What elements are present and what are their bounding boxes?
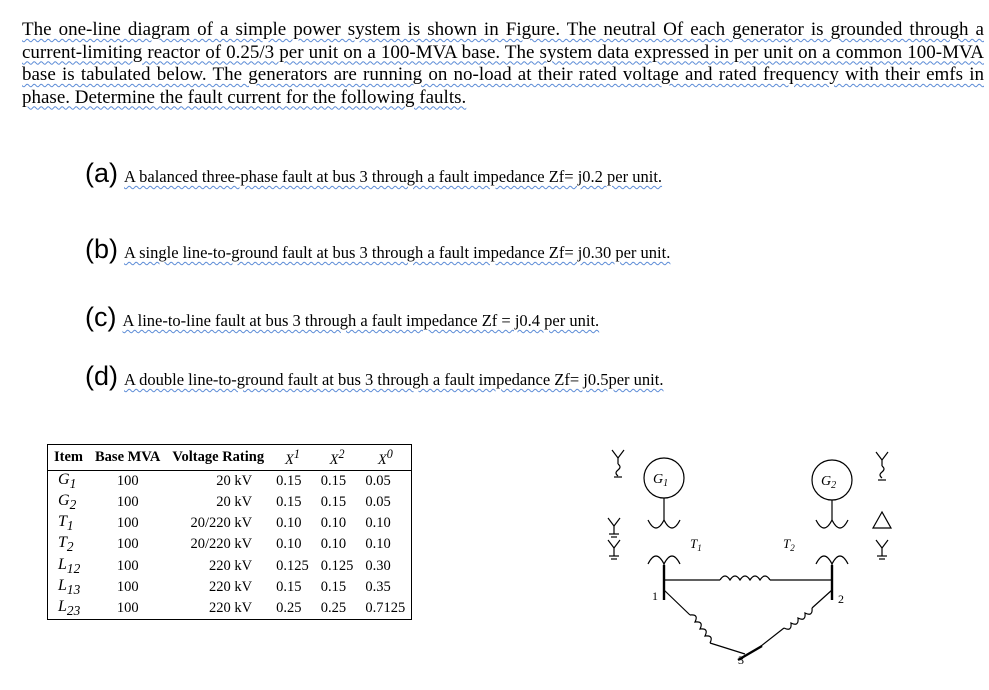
g2-wye-grounding-icon — [876, 452, 888, 480]
table-row — [48, 556, 412, 577]
header-voltage-rating: Voltage Rating — [166, 445, 270, 471]
fault-label: (b) — [85, 234, 118, 264]
cell-x0: 0.7125 — [365, 600, 406, 617]
line-l12 — [664, 576, 832, 580]
t2-delta-icon — [873, 512, 891, 528]
cell-item: $T_1$ — [58, 513, 74, 534]
header-x0: $X^0$ — [359, 445, 411, 471]
svg-text:T1: $T_1$ — [690, 536, 702, 553]
line-l13 — [664, 590, 745, 654]
generator-g1 — [644, 458, 684, 510]
t1-wye-grounded-icon-secondary — [608, 540, 620, 559]
cell-x2: 0.15 — [320, 494, 347, 511]
svg-text:1: 1 — [652, 589, 658, 603]
fault-text: A single line-to-ground fault at bus 3 through a fault impedance Zf= j0.30 per unit. — [124, 243, 671, 262]
problem-intro-text: The one-line diagram of a simple power system is shown in Figure. The neutral Of each generator is grounded through a current-limiting reactor of 0.25/3 per unit on a 100-MVA base. The system data expressed in per unit on a common 100-MVA base is tabulated below. The generators are running on no-load at their rated voltage and rated frequency with their emfs in phase. Determine the fault current for the following faults. — [22, 19, 984, 108]
table-row — [48, 470, 412, 492]
cell-mva: 100 — [116, 578, 139, 595]
fault-label: (c) — [85, 302, 117, 332]
problem-statement — [22, 19, 984, 109]
cell-item: $G_1$ — [58, 470, 77, 492]
table-row — [48, 492, 412, 513]
cell-x2: 0.15 — [320, 578, 347, 595]
fault-label: (d) — [85, 361, 118, 391]
cell-mva: 100 — [116, 494, 139, 511]
header-base-mva: Base MVA — [89, 445, 166, 471]
transformer-t1 — [648, 510, 702, 580]
cell-x0: 0.10 — [365, 536, 391, 553]
transformer-t2 — [783, 510, 848, 580]
t1-wye-grounded-icon-primary — [608, 518, 620, 537]
bus-3 — [738, 646, 762, 667]
cell-x0: 0.35 — [365, 578, 391, 595]
svg-text:G2: $G_2$ — [821, 474, 837, 491]
cell-x0: 0.30 — [365, 557, 391, 574]
cell-mva: 100 — [116, 557, 139, 574]
svg-text:2: 2 — [838, 592, 844, 606]
svg-text:3: 3 — [738, 653, 744, 667]
cell-item: $L_{13}$ — [58, 576, 81, 597]
fault-text: A balanced three-phase fault at bus 3 through a fault impedance Zf= j0.2 per unit. — [124, 167, 663, 186]
header-x2: $X^2$ — [315, 445, 360, 471]
cell-mva: 100 — [116, 600, 139, 617]
cell-x0: 0.10 — [365, 515, 391, 532]
cell-voltage: 20/220 kV — [190, 515, 253, 532]
table-row — [48, 577, 412, 598]
t2-wye-grounded-icon — [876, 540, 888, 559]
bus-2 — [832, 565, 844, 606]
cell-x2: 0.10 — [320, 536, 347, 553]
fault-text: A double line-to-ground fault at bus 3 through a fault impedance Zf= j0.5per unit. — [124, 370, 664, 389]
bus-1 — [652, 565, 664, 603]
cell-voltage: 220 kV — [208, 557, 253, 574]
cell-x1: 0.15 — [276, 472, 302, 489]
cell-item: $L_{23}$ — [58, 597, 81, 619]
cell-voltage: 220 kV — [208, 600, 253, 617]
fault-text: A line-to-line fault at bus 3 through a fault impedance Zf = j0.4 per unit. — [122, 311, 600, 330]
fault-item-c — [85, 302, 599, 333]
cell-voltage: 20 kV — [216, 494, 253, 511]
cell-voltage: 20 kV — [216, 472, 253, 489]
cell-x1: 0.15 — [276, 578, 302, 595]
one-line-diagram — [590, 440, 985, 685]
cell-x2: 0.25 — [320, 600, 347, 617]
header-item: Item — [48, 445, 90, 471]
cell-mva: 100 — [116, 515, 139, 532]
cell-x0: 0.05 — [365, 494, 391, 511]
line-l23 — [756, 590, 832, 650]
cell-item: $L_{12}$ — [58, 555, 81, 576]
fault-item-d — [85, 361, 663, 392]
cell-x0: 0.05 — [365, 472, 391, 489]
cell-mva: 100 — [116, 472, 139, 489]
cell-voltage: 220 kV — [208, 578, 253, 595]
fault-item-a — [85, 158, 662, 189]
table-row — [48, 598, 412, 620]
svg-text:G1: $G_1$ — [653, 472, 669, 489]
cell-x1: 0.15 — [276, 494, 302, 511]
cell-x1: 0.125 — [276, 557, 309, 574]
cell-x1: 0.10 — [276, 515, 302, 532]
fault-item-b — [85, 234, 670, 265]
header-x1: $X^1$ — [270, 445, 315, 471]
cell-x1: 0.25 — [276, 600, 302, 617]
cell-mva: 100 — [116, 536, 139, 553]
table-row — [48, 513, 412, 534]
fault-label: (a) — [85, 158, 118, 188]
cell-item: $T_2$ — [58, 534, 74, 555]
cell-x2: 0.125 — [320, 557, 354, 574]
g1-wye-grounding-icon — [612, 450, 624, 477]
generator-g2 — [812, 460, 852, 510]
svg-text:T2: $T_2$ — [783, 536, 795, 553]
table-header-row — [48, 445, 412, 471]
cell-x2: 0.15 — [320, 472, 347, 489]
cell-item: $G_2$ — [58, 492, 77, 513]
cell-voltage: 20/220 kV — [190, 536, 253, 553]
system-data-table — [47, 444, 412, 620]
cell-x1: 0.10 — [276, 536, 302, 553]
cell-x2: 0.10 — [320, 515, 347, 532]
table-row — [48, 534, 412, 555]
